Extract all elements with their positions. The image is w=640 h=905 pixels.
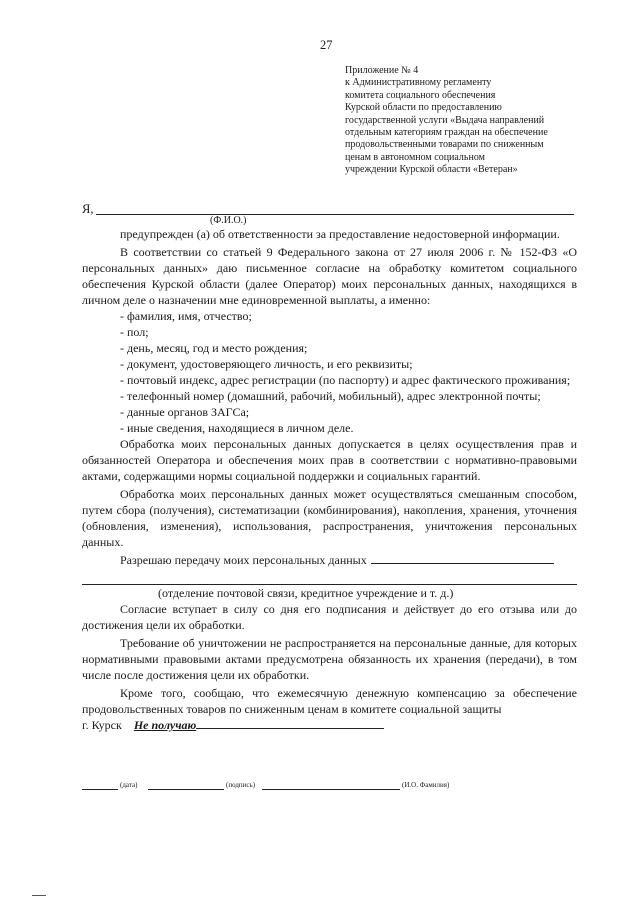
transfer-recipient-blank-line [82,568,577,585]
declarant-name-blank [96,214,574,215]
transfer-paragraph [82,552,577,568]
sign-blank-left [148,789,224,790]
page-number: 27 [320,38,333,52]
list-item: - иные сведения, находящиеся в личном деле. [120,421,354,435]
appendix-line: комитета социального обеспечения [345,89,496,101]
appendix-line: продовольственными товарами по сниженным [345,139,544,151]
appendix-header [345,65,585,177]
declarant-prefix: Я, [82,202,94,216]
destruction-paragraph: Требование об уничтожении не распространяется на персональные данные, для которых нормативными правовыми актами предусмотрена обязанность их хранения (передачи), в том числе после достижения цели их обработки. [82,636,577,682]
appendix-line: учреждении Курской области «Ветеран» [345,164,518,176]
name-blank-left [262,789,400,790]
city-line-blank [196,717,384,729]
sign-label: (подпись) [226,781,256,789]
corner-mark [32,895,46,896]
list-item: - день, месяц, год и место рождения; [120,341,308,355]
city-name: г. Курск [82,718,122,732]
list-item: - телефонный номер (домашний, рабочий, мобильный), адрес электронной почты; [120,389,541,403]
list-item: - фамилия, имя, отчество; [120,309,252,323]
city-line [82,717,577,733]
validity-paragraph: Согласие вступает в силу со дня его подписания и действует до его отзыва или до достижения цели их обработки. [82,602,577,632]
transfer-caption: (отделение почтовой связи, кредитное учреждение и т. д.) [158,586,454,600]
name-label: (И.О. Фамилия) [402,781,450,789]
list-item: - документ, удостоверяющего личность, и его реквизиты; [120,357,413,371]
appendix-line: Приложение № 4 [345,65,419,76]
appendix-line: Курской области по предоставлению [345,102,502,114]
appendix-line: ценам в автономном социальном [345,151,485,163]
appendix-line: к Административному регламенту [345,77,492,89]
consent-intro-paragraph: В соответствии со статьей 9 Федерального закона от 27 июля 2006 г. № 152-ФЗ «О персональных данных» даю письменное согласие на обработку комитетом социального обеспечения Курской области (далее Оператор) моих персональных данных, находящихся в личном деле о назначении мне единовременной выплаты, а именно: [82,245,577,307]
appendix-line: государственной услуги «Выдача направлений [345,114,545,126]
method-paragraph: Обработка моих персональных данных может осуществляться смешанным способом, путем сбора (получения), систематизации (комбинирования), накопления, хранения, уточнения (обновления, изменения), использования, распространения, уничтожения персональных данных. [82,487,577,549]
declarant-line [82,202,574,216]
list-item: - почтовый индекс, адрес регистрации (по паспорту) и адрес фактического проживания; [120,373,571,387]
list-item: - данные органов ЗАГСа; [120,405,250,419]
compensation-paragraph: Кроме того, сообщаю, что ежемесячную денежную компенсацию за обеспечение продовольственных товаров по сниженным ценам в комитете социальной защиты [82,686,577,716]
list-item: - пол; [120,325,149,339]
not-received-text: Не получаю [133,718,197,732]
transfer-recipient-blank [371,552,554,564]
warned-paragraph: предупрежден (а) об ответственности за предоставление недостоверной информации. [120,227,560,241]
transfer-text: Разрешаю передачу моих персональных данных [120,553,367,567]
consent-body [82,226,577,733]
date-label: (дата) [120,781,138,789]
appendix-line: отдельным категориям граждан на обеспечение [345,127,548,139]
fio-caption: (Ф.И.О.) [210,215,247,226]
date-blank-left [82,789,118,790]
purpose-paragraph: Обработка моих персональных данных допускается в целях осуществления прав и обязанностей Оператора и обеспечения моих прав в соответствии с нормативно-правовыми актами, содержащими нормы социальной поддержки и социальных гарантий. [82,437,577,483]
signature-row [82,781,502,793]
